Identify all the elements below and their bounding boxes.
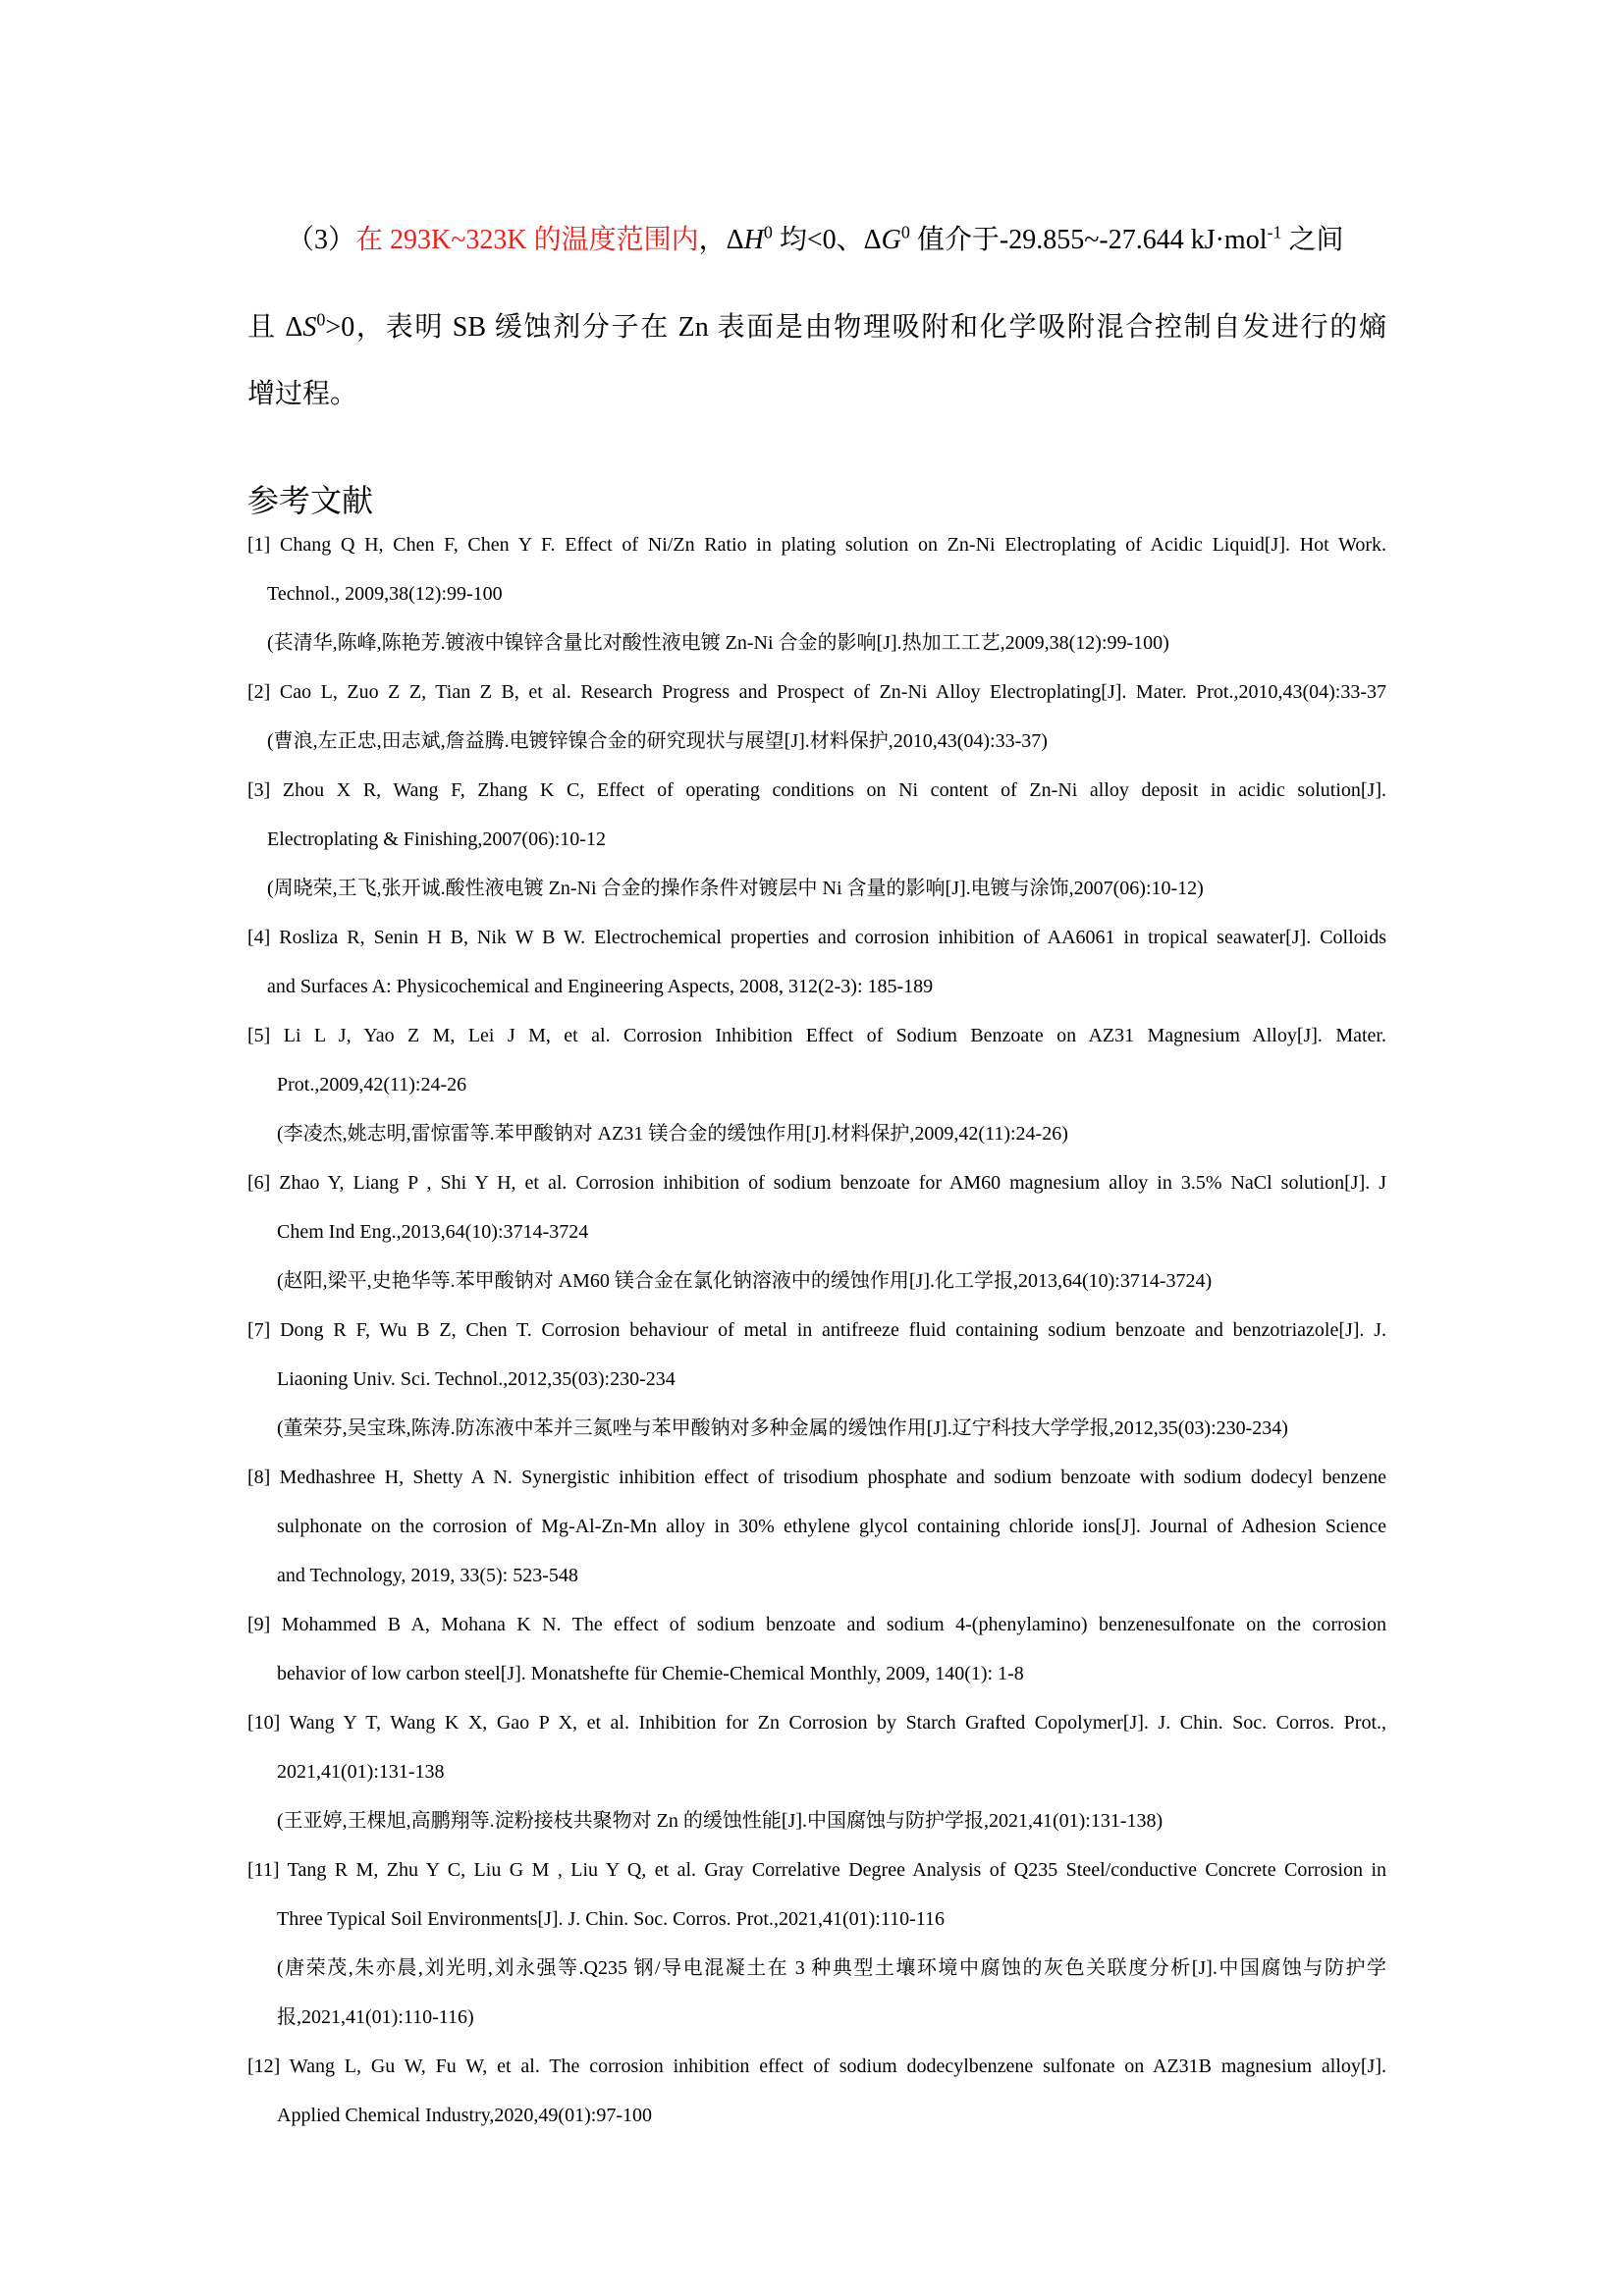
- reference-line: [2] Cao L, Zuo Z Z, Tian Z B, et al. Research Progress and Prospect of Zn-Ni Alloy Electroplating[J]. Mater. Prot.,2010,43(04):33-37: [247, 681, 1386, 703]
- reference-line: Chem Ind Eng.,2013,64(10):3714-3724: [277, 1221, 589, 1243]
- reference-item: [247, 923, 1386, 1021]
- reference-translation: (唐荣茂,朱亦晨,刘光明,刘永强等.Q235 钢/导电混凝土在 3 种典型土壤环境中腐蚀的灰色关联度分析[J].中国腐蚀与防护学: [277, 1957, 1386, 1979]
- text-run: ，Δ: [698, 225, 744, 255]
- symbol-entropy: S: [302, 312, 317, 343]
- reference-line: [3] Zhou X R, Wang F, Zhang K C, Effect of operating conditions on Ni content of Zn-Ni alloy deposit in acidic solution[J].: [247, 779, 1386, 801]
- reference-line: Three Typical Soil Environments[J]. J. Chin. Soc. Corros. Prot.,2021,41(01):110-116: [277, 1908, 946, 1930]
- references-heading: 参考文献: [247, 483, 374, 518]
- item-number: （3）: [287, 225, 356, 255]
- reference-line: Liaoning Univ. Sci. Technol.,2012,35(03):230-234: [277, 1368, 676, 1390]
- reference-line: and Surfaces A: Physicochemical and Engineering Aspects, 2008, 312(2-3): 185-189: [267, 976, 934, 997]
- reference-line: 2021,41(01):131-138: [277, 1761, 445, 1783]
- reference-translation: 报,2021,41(01):110-116): [277, 2006, 474, 2028]
- reference-item: [247, 1708, 1386, 1855]
- reference-translation: (董荣芬,吴宝珠,陈涛.防冻液中苯并三氮唑与苯甲酸钠对多种金属的缓蚀作用[J].辽宁科技大学学报,2012,35(03):230-234): [277, 1417, 1288, 1439]
- reference-line: Technol., 2009,38(12):99-100: [267, 583, 503, 605]
- conclusion-line-2: [247, 309, 1386, 343]
- reference-item: [247, 530, 1386, 677]
- reference-item: [247, 1168, 1386, 1315]
- superscript: 0: [763, 222, 773, 242]
- reference-line: sulphonate on the corrosion of Mg-Al-Zn-Mn alloy in 30% ethylene glycol containing chloride ions[J]. Journal of Adhesion Science: [277, 1516, 1386, 1537]
- reference-line: [9] Mohammed B A, Mohana K N. The effect of sodium benzoate and sodium 4-(phenylamino) benzenesulfonate on the corrosion: [247, 1614, 1386, 1635]
- reference-translation: (曹浪,左正忠,田志斌,詹益腾.电镀锌镍合金的研究现状与展望[J].材料保护,2010,43(04):33-37): [267, 730, 1048, 752]
- reference-line: [5] Li L J, Yao Z M, Lei J M, et al. Corrosion Inhibition Effect of Sodium Benzoate on AZ31 Magnesium Alloy[J]. Mater.: [247, 1025, 1386, 1046]
- reference-line: [8] Medhashree H, Shetty A N. Synergistic inhibition effect of trisodium phosphate and sodium benzoate with sodium dodecyl benzene: [247, 1467, 1386, 1488]
- reference-line: Prot.,2009,42(11):24-26: [277, 1074, 467, 1095]
- reference-translation: (周晓荣,王飞,张开诚.酸性液电镀 Zn-Ni 合金的操作条件对镀层中 Ni 含量的影响[J].电镀与涂饰,2007(06):10-12): [267, 878, 1204, 899]
- reference-line: behavior of low carbon steel[J]. Monatshefte für Chemie-Chemical Monthly, 2009, 140(1): 1-8: [277, 1663, 1024, 1684]
- reference-translation: (赵阳,梁平,史艳华等.苯甲酸钠对 AM60 镁合金在氯化钠溶液中的缓蚀作用[J].化工学报,2013,64(10):3714-3724): [277, 1270, 1213, 1292]
- symbol-gibbs: G: [881, 225, 901, 255]
- reference-list: [247, 530, 1386, 2150]
- superscript: 0: [900, 222, 910, 242]
- reference-line: and Technology, 2019, 33(5): 523-548: [277, 1565, 578, 1586]
- text-run: 且 Δ: [247, 312, 303, 343]
- reference-item: [247, 2052, 1386, 2150]
- reference-line: Applied Chemical Industry,2020,49(01):97-100: [277, 2105, 652, 2126]
- reference-line: [4] Rosliza R, Senin H B, Nik W B W. Electrochemical properties and corrosion inhibition of AA6061 in tropical seawater[J]. Colloids: [247, 927, 1386, 948]
- text-run: >0，表明 SB 缓蚀剂分子在 Zn 表面是由物理吸附和化学吸附混合控制自发进行的熵: [325, 312, 1386, 343]
- text-run: 均<0、Δ: [772, 225, 882, 255]
- text-run: 之间: [1281, 225, 1344, 255]
- reference-item: [247, 1315, 1386, 1463]
- conclusion-line-1: [287, 222, 1344, 255]
- highlighted-text: 在 293K~323K 的温度范围内: [355, 225, 699, 255]
- reference-item: [247, 775, 1386, 923]
- reference-line: [10] Wang Y T, Wang K X, Gao P X, et al. Inhibition for Zn Corrosion by Starch Grafted Copolymer[J]. J. Chin. Soc. Corros. Prot.,: [247, 1712, 1386, 1734]
- reference-line: Electroplating & Finishing,2007(06):10-12: [267, 828, 606, 850]
- reference-line: [11] Tang R M, Zhu Y C, Liu G M , Liu Y Q, et al. Gray Correlative Degree Analysis of Q235 Steel/conductive Concrete Corrosion in: [247, 1859, 1386, 1881]
- reference-item: [247, 1610, 1386, 1708]
- reference-item: [247, 1855, 1386, 2052]
- reference-line: [6] Zhao Y, Liang P , Shi Y H, et al. Corrosion inhibition of sodium benzoate for AM60 magnesium alloy in 3.5% NaCl solution[J]. J: [247, 1172, 1386, 1194]
- text-run: 值介于-29.855~-27.644 kJ·mol: [909, 225, 1268, 255]
- reference-translation: (苌清华,陈峰,陈艳芳.镀液中镍锌含量比对酸性液电镀 Zn-Ni 合金的影响[J].热加工工艺,2009,38(12):99-100): [267, 632, 1169, 654]
- reference-item: [247, 1021, 1386, 1168]
- reference-line: [7] Dong R F, Wu B Z, Chen T. Corrosion behaviour of metal in antifreeze fluid containing sodium benzoate and benzotriazole[J]. J.: [247, 1319, 1386, 1341]
- conclusion-line-3: 增过程。: [247, 379, 358, 409]
- reference-item: [247, 1463, 1386, 1610]
- symbol-enthalpy: H: [743, 225, 764, 255]
- reference-item: [247, 677, 1386, 775]
- reference-line: [1] Chang Q H, Chen F, Chen Y F. Effect of Ni/Zn Ratio in plating solution on Zn-Ni Electroplating of Acidic Liquid[J]. Hot Work.: [247, 534, 1386, 556]
- reference-translation: (李凌杰,姚志明,雷惊雷等.苯甲酸钠对 AZ31 镁合金的缓蚀作用[J].材料保护,2009,42(11):24-26): [277, 1123, 1068, 1145]
- reference-translation: (王亚婷,王棵旭,高鹏翔等.淀粉接枝共聚物对 Zn 的缓蚀性能[J].中国腐蚀与防护学报,2021,41(01):131-138): [277, 1810, 1164, 1832]
- superscript: 0: [316, 309, 326, 330]
- reference-line: [12] Wang L, Gu W, Fu W, et al. The corrosion inhibition effect of sodium dodecylbenzene sulfonate on AZ31B magnesium alloy[J].: [247, 2056, 1386, 2077]
- superscript: -1: [1267, 222, 1282, 242]
